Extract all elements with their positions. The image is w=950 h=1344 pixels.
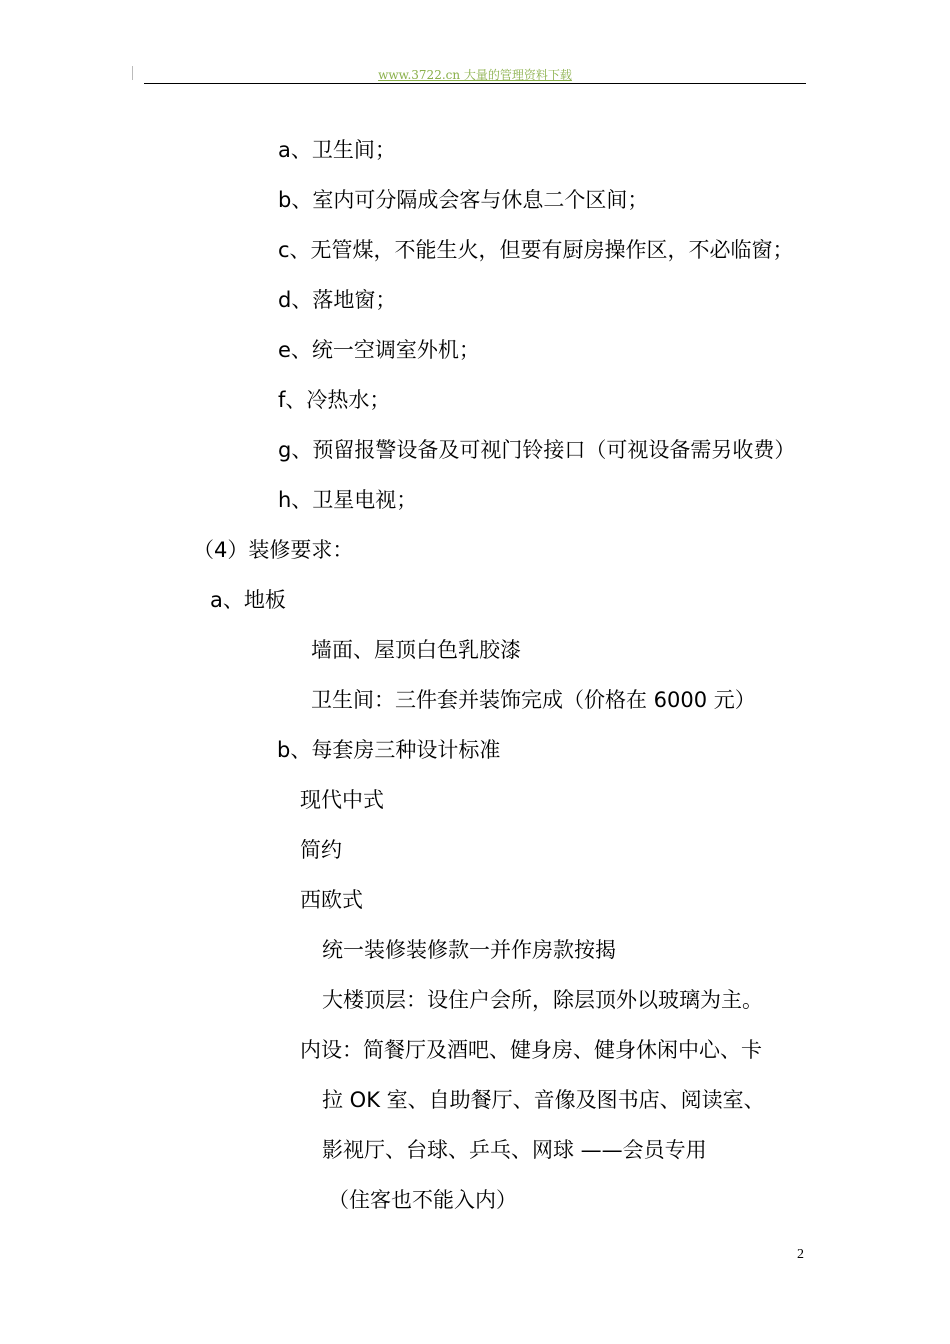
style-modern-chinese: 现代中式: [300, 788, 384, 812]
item-g-alarm: g、预留报警设备及可视门铃接口（可视设备需另收费）: [278, 438, 796, 462]
style-western-european: 西欧式: [300, 888, 363, 912]
top-floor-clubhouse: 大楼顶层：设住户会所，除层顶外以玻璃为主。: [322, 988, 763, 1012]
item-a-bathroom: a、卫生间；: [278, 138, 396, 162]
facilities-line-1: 内设：简餐厅及酒吧、健身房、健身休闲中心、卡: [300, 1038, 762, 1062]
page-number: 2: [797, 1247, 804, 1262]
header-link-text[interactable]: www.3722.cn 大量的管理资料下载: [378, 68, 572, 82]
decoration-a-floor: a、地板: [210, 588, 286, 612]
page-header: [0, 64, 950, 88]
decoration-wall-paint: 墙面、屋顶白色乳胶漆: [311, 638, 521, 662]
item-c-kitchen-area: c、无管煤，不能生火，但要有厨房操作区，不必临窗；: [278, 238, 794, 262]
unified-decoration-mortgage: 统一装修装修款一并作房款按揭: [322, 938, 616, 962]
facilities-line-2: 拉 OK 室、自助餐厅、音像及图书店、阅读室、: [322, 1088, 765, 1112]
section-decoration-heading: （4）装修要求：: [193, 538, 354, 562]
item-h-satellite-tv: h、卫星电视；: [278, 488, 418, 512]
decoration-bathroom: 卫生间：三件套并装饰完成（价格在 6000 元）: [311, 688, 756, 712]
style-simple: 简约: [300, 838, 342, 862]
item-e-air-conditioner: e、统一空调室外机；: [278, 338, 480, 362]
item-f-water: f、冷热水；: [278, 388, 391, 412]
facilities-note: （住客也不能入内）: [328, 1188, 517, 1212]
item-d-window: d、落地窗；: [278, 288, 397, 312]
item-b-room-division: b、室内可分隔成会客与休息二个区间；: [278, 188, 649, 212]
header-rule: [144, 83, 806, 84]
facilities-line-3: 影视厅、台球、乒乓、网球 ——会员专用: [322, 1138, 707, 1162]
decoration-b-design-standards: b、每套房三种设计标准: [277, 738, 501, 762]
